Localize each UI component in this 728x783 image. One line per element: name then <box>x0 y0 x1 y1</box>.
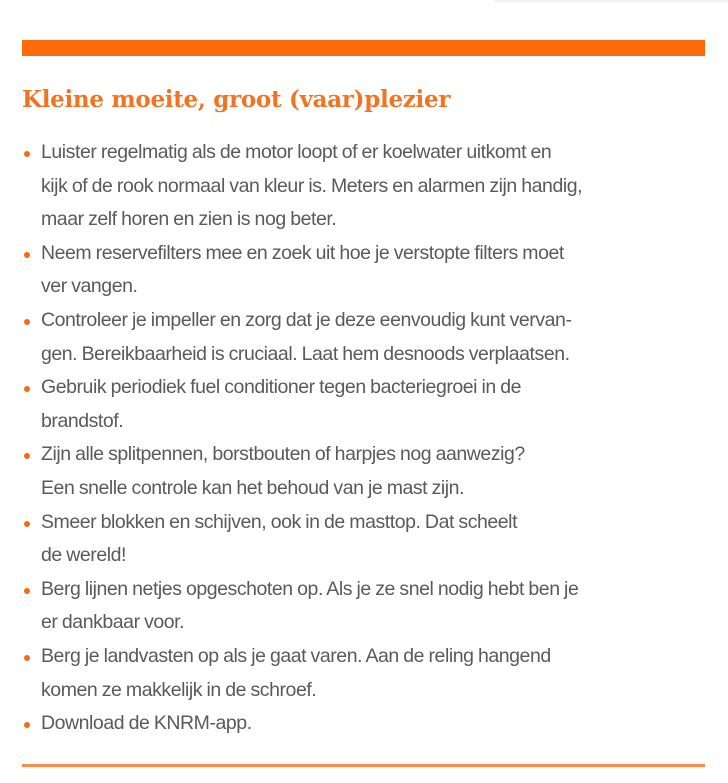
bullet-icon <box>24 386 30 392</box>
bullet-icon <box>24 521 30 527</box>
bullet-icon <box>24 252 30 258</box>
bullet-icon <box>24 722 30 728</box>
tip-line: komen ze makkelijk in de schroef. <box>41 678 317 701</box>
tip-item <box>0 506 728 573</box>
tip-line: Controleer je impeller en zorg dat je deze eenvoudig kunt vervan- <box>41 308 572 331</box>
tip-line: er dankbaar voor. <box>41 611 185 634</box>
tip-line: kijk of de rook normaal van kleur is. Meters en alarmen zijn handig, <box>41 174 583 197</box>
tip-item <box>0 371 728 438</box>
tip-line: Zijn alle splitpennen, borstbouten of harpjes nog aanwezig? <box>41 443 525 466</box>
tip-line: Gebruik periodiek fuel conditioner tegen bacteriegroei in de <box>41 376 522 399</box>
tip-line: Neem reservefilters mee en zoek uit hoe je verstopte filters moet <box>41 241 564 264</box>
tip-line: Download de KNRM-app. <box>41 712 252 735</box>
bullet-icon <box>24 319 30 325</box>
tip-item <box>0 573 728 640</box>
tip-item <box>0 304 728 371</box>
article-heading: Kleine moeite, groot (vaar)plezier <box>22 86 451 113</box>
bullet-icon <box>24 588 30 594</box>
tips-list <box>0 136 728 741</box>
tip-line: Luister regelmatig als de motor loopt of er koelwater uitkomt en <box>41 141 552 163</box>
orange-header-bar <box>22 40 705 56</box>
top-edge-shadow <box>495 0 728 4</box>
tip-item <box>0 237 728 304</box>
tip-item <box>0 707 728 741</box>
tip-line: brandstof. <box>41 409 124 432</box>
tip-line: gen. Bereikbaarheid is cruciaal. Laat hem desnoods verplaatsen. <box>41 342 570 365</box>
tip-item <box>0 640 728 707</box>
bullet-icon <box>24 151 30 157</box>
tip-line: Berg lijnen netjes opgeschoten op. Als je ze snel nodig hebt ben je <box>41 577 579 600</box>
tip-line: maar zelf horen en zien is nog beter. <box>41 208 337 231</box>
bullet-icon <box>24 453 30 459</box>
tip-line: Een snelle controle kan het behoud van je mast zijn. <box>41 476 465 499</box>
tip-line: de wereld! <box>41 544 126 567</box>
tip-line: ver vangen. <box>41 275 138 298</box>
tip-item <box>0 136 728 237</box>
tip-line: Smeer blokken en schijven, ook in de masttop. Dat scheelt <box>41 510 518 533</box>
tip-item <box>0 438 728 505</box>
orange-footer-rule <box>22 764 705 767</box>
bullet-icon <box>24 655 30 661</box>
tip-line: Berg je landvasten op als je gaat varen. Aan de reling hangend <box>41 644 551 667</box>
